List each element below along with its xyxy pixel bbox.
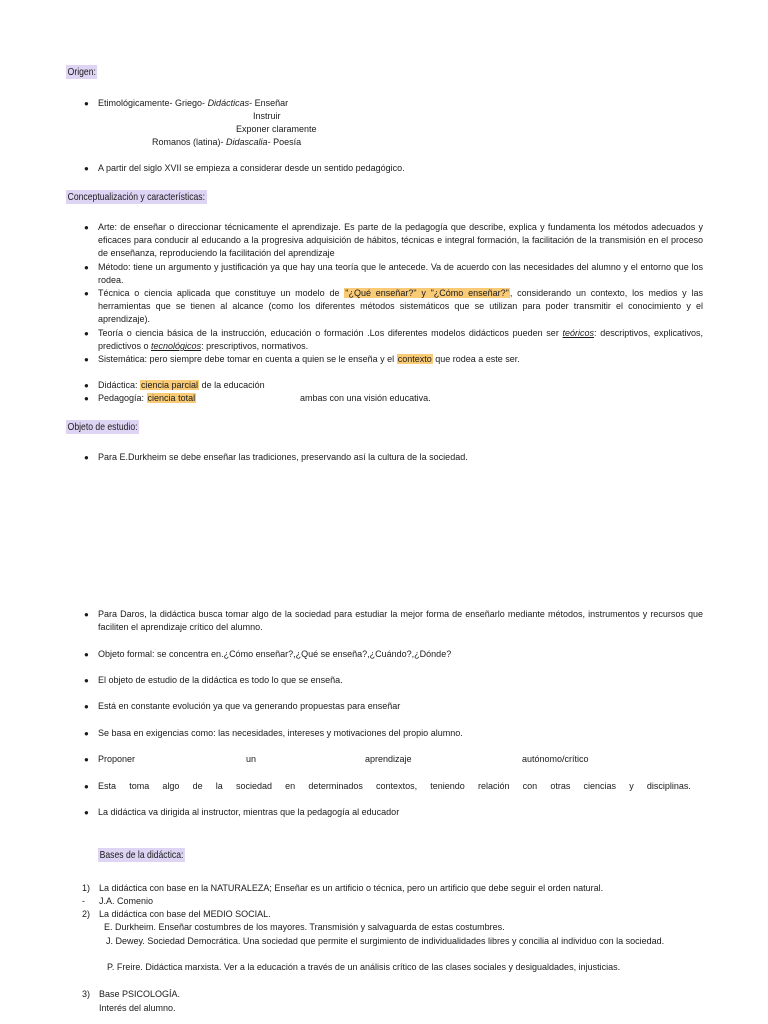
bullet: ● [84,755,89,764]
bullet: ● [84,394,89,403]
durkheim-text: Para E.Durkheim se debe enseñar las tradiciones, preservando así la cultura de la sociedad. [98,452,468,462]
metodo-paragraph: Método: tiene un argumento y justificación ya que hay una teoría que le antecede. Va de acuerdo con las necesidades del alumno y el entorno que los rodea. [98,262,703,285]
base-naturaleza-text: La didáctica con base en la NATURALEZA; Enseñar es un artificio o técnica, pero un artificio que debe seguir el orden natural. [99,883,604,893]
didactica-text: Didáctica: ciencia parcial de la educación [98,380,265,390]
arte-paragraph: Arte: de enseñar o direccionar técnicamente el aprendizaje. Es parte de la pedagogía que describe, explica y fundamenta los métodos adecuados y eficaces para conducir al educando a la progresiva adquisición de hábitos, técnicas e integral formación, la facilitación de la transmisión en el proceso de enseñanza, reproduciendo la facilitación del aprendizaje [98,222,703,258]
proponer-word: Proponer [98,754,136,764]
proponer-word: autónomo/crítico [522,754,589,764]
bullet: ● [84,610,89,619]
bullet: ● [84,729,89,738]
siglo-text: A partir del siglo XVII se empieza a considerar desde un sentido pedagógico. [98,163,405,173]
daros-paragraph: Para Daros, la didáctica busca tomar algo de la sociedad para estudiar la mejor forma de enseñarlo mediante métodos, instrumentos y recursos que faciliten el aprendizaje crítico del alumno. [98,609,703,632]
section-heading-concept: Conceptualización y características: [67,191,205,203]
instruir-text: Instruir [253,111,281,121]
objeto-formal-text: Objeto formal: se concentra en.¿Cómo enseñar?,¿Qué se enseña?,¿Cuándo?,¿Dónde? [98,649,452,659]
list-number: 2) [82,909,91,919]
comenio-text: J.A. Comenio [99,896,154,906]
evolucion-text: Está en constante evolución ya que va generando propuestas para enseñar [98,701,401,711]
bullet: ● [84,289,89,298]
section-heading-origen: Origen: [67,66,96,78]
bullet: ● [84,99,89,108]
bullet: ● [84,808,89,817]
list-number: 3) [82,989,91,999]
romanos-line: Romanos (latina)- Didascalia- Poesía [152,137,302,147]
bullet: ● [84,702,89,711]
proponer-word: un [246,754,257,764]
bullet: ● [84,355,89,364]
section-heading-objeto: Objeto de estudio: [67,421,138,433]
bullet: ● [84,782,89,791]
exigencias-text: Se basa en exigencias como: las necesidades, intereses y motivaciones del propio alumno. [98,728,463,738]
base-psicologia-text: Base PSICOLOGÍA. [99,989,181,999]
teoria-paragraph: Teoría o ciencia básica de la instrucción, educación o formación .Los diferentes modelos didácticos pueden ser teóricos: descriptivos, explicativos, predictivos o tecnológicos: prescriptivos, normativos. [98,328,703,351]
list-number: 1) [82,883,91,893]
base-social-text: La didáctica con base del MEDIO SOCIAL. [99,909,271,919]
bullet: ● [84,650,89,659]
bullet: ● [84,329,89,338]
sistematica-text: Sistemática: pero siempre debe tomar en cuenta a quien se le enseña y el contexto que rodea a este ser. [98,354,520,364]
list-dash: - [82,896,85,906]
tecnica-paragraph: Técnica o ciencia aplicada que constituye un modelo de "¿Qué enseñar?" y "¿Cómo enseñar?", considerando un contexto, los medios y las herramientas que se tienen al alcance (como los diferentes métodos sistemáticos que se utilizan para poder transmitir el conocimiento y el aprendizaje). [98,288,703,324]
exponer-text: Exponer claramente [236,124,317,134]
toma-line: Esta toma algo de la sociedad en determinados contextos, teniendo relación con otras ciencias y disciplinas. [98,781,691,791]
proponer-word: aprendizaje [365,754,412,764]
pedagogia-text: Pedagogía: ciencia total [98,393,196,403]
etymology-line: Etimológicamente- Griego- Didácticas- Enseñar [98,98,289,108]
bullet: ● [84,453,89,462]
bullet: ● [84,223,89,232]
freire-text: P. Freire. Didáctica marxista. Ver a la educación a través de un análisis crítico de las clases sociales y desigualdades, injusticias. [107,962,621,972]
dewey-paragraph: J. Dewey. Sociedad Democrática. Una sociedad que permite el surgimiento de individualidades libres y concilia al individuo con la sociedad. [106,936,665,946]
interes-text: Interés del alumno. [99,1003,176,1013]
section-heading-bases: Bases de la didáctica: [99,849,184,861]
bullet: ● [84,164,89,173]
ambas-text: ambas con una visión educativa. [300,393,431,403]
todo-text: El objeto de estudio de la didáctica es todo lo que se enseña. [98,675,343,685]
bullet: ● [84,676,89,685]
bullet: ● [84,263,89,272]
bullet: ● [84,381,89,390]
instructor-text: La didáctica va dirigida al instructor, mientras que la pedagogía al educador [98,807,400,817]
durkheim-social-text: E. Durkheim. Enseñar costumbres de los mayores. Transmisión y salvaguarda de estas costumbres. [104,922,505,932]
